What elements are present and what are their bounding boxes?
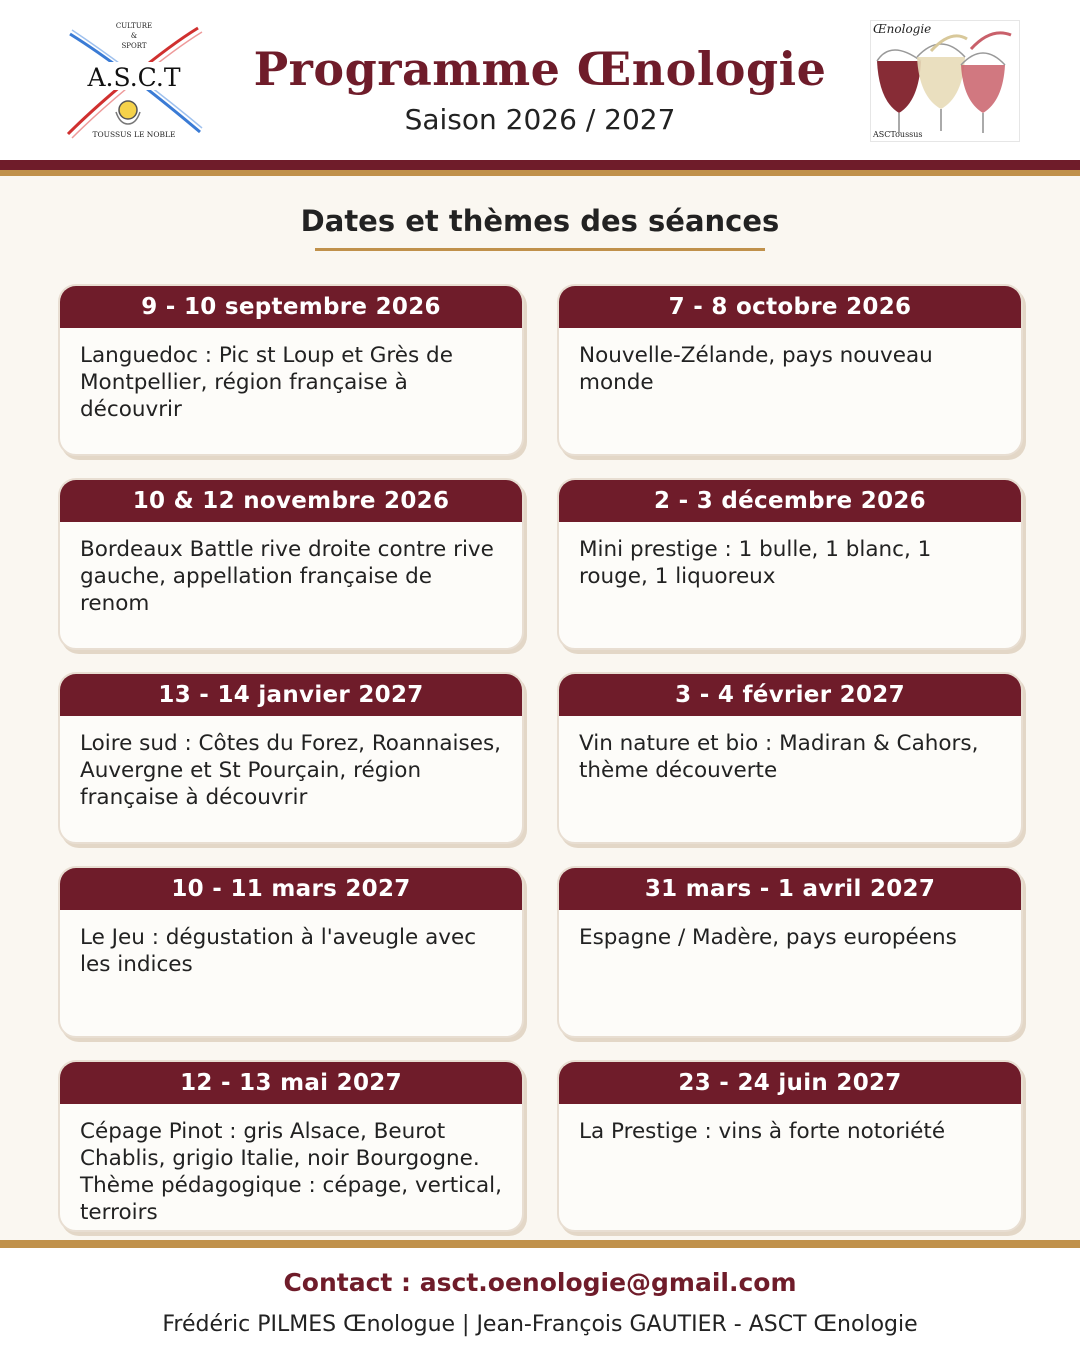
footer <box>0 1248 1080 1350</box>
session-date: 3 - 4 février 2027 <box>559 674 1021 716</box>
header-divider-bordeaux <box>0 160 1080 170</box>
session-date: 10 - 11 mars 2027 <box>60 868 522 910</box>
session-theme: Vin nature et bio : Madiran & Cahors, thème découverte <box>579 731 979 783</box>
session-card <box>557 284 1023 456</box>
session-theme: Espagne / Madère, pays européens <box>579 925 957 950</box>
session-card <box>557 866 1023 1038</box>
footer-divider-gold <box>0 1240 1080 1248</box>
footer-credits: Frédéric PILMES Œnologue | Jean-François GAUTIER - ASCT Œnologie <box>162 1312 918 1337</box>
session-theme: Le Jeu : dégustation à l'aveugle avec les indices <box>80 925 477 977</box>
section-title-underline <box>315 248 765 251</box>
logo-asct-text: A.S.C.T <box>87 63 181 92</box>
session-date: 7 - 8 octobre 2026 <box>559 286 1021 328</box>
session-card <box>557 478 1023 650</box>
session-card <box>557 672 1023 844</box>
session-theme: Cépage Pinot : gris Alsace, Beurot Chablis, grigio Italie, noir Bourgogne. Thème pédagogique : cépage, vertical, terroirs <box>80 1119 502 1225</box>
session-date: 9 - 10 septembre 2026 <box>60 286 522 328</box>
session-card <box>58 1060 524 1232</box>
session-theme: Languedoc : Pic st Loup et Grès de Montpellier, région française à découvrir <box>80 343 453 422</box>
season-subtitle: Saison 2026 / 2027 <box>404 103 676 136</box>
section-title: Dates et thèmes des séances <box>300 204 780 238</box>
session-date: 31 mars - 1 avril 2027 <box>559 868 1021 910</box>
session-date: 10 & 12 novembre 2026 <box>60 480 522 522</box>
sessions-section <box>0 176 1080 1240</box>
session-card <box>58 866 524 1038</box>
session-theme: Nouvelle-Zélande, pays nouveau monde <box>579 343 933 395</box>
session-theme: La Prestige : vins à forte notoriété <box>579 1119 946 1144</box>
session-theme: Bordeaux Battle rive droite contre rive gauche, appellation française de renom <box>80 537 494 616</box>
session-theme: Loire sud : Côtes du Forez, Roannaises, Auvergne et St Pourçain, région française à découvrir <box>80 731 501 810</box>
logo-amp-text: & <box>130 32 138 40</box>
oenologie-logo <box>870 20 1020 142</box>
session-date: 2 - 3 décembre 2026 <box>559 480 1021 522</box>
header <box>0 0 1080 160</box>
page-title: Programme Œnologie <box>253 42 827 96</box>
session-card <box>58 284 524 456</box>
wine-glasses-icon <box>871 21 1019 141</box>
logo-oenologie-text: Œnologie <box>873 22 932 36</box>
session-date: 13 - 14 janvier 2027 <box>60 674 522 716</box>
logo-sport-text: SPORT <box>121 42 147 50</box>
session-card <box>58 672 524 844</box>
session-date: 12 - 13 mai 2027 <box>60 1062 522 1104</box>
logo-culture-text: CULTURE <box>115 22 153 30</box>
session-theme: Mini prestige : 1 bulle, 1 blanc, 1 rouge, 1 liquoreux <box>579 537 932 589</box>
session-date: 23 - 24 juin 2027 <box>559 1062 1021 1104</box>
logo-asctoussus-text: ASCToussus <box>873 130 923 139</box>
session-card <box>58 478 524 650</box>
logo-toussus-text: TOUSSUS LE NOBLE <box>92 130 176 139</box>
contact-email[interactable]: Contact : asct.oenologie@gmail.com <box>283 1268 797 1297</box>
session-card <box>557 1060 1023 1232</box>
